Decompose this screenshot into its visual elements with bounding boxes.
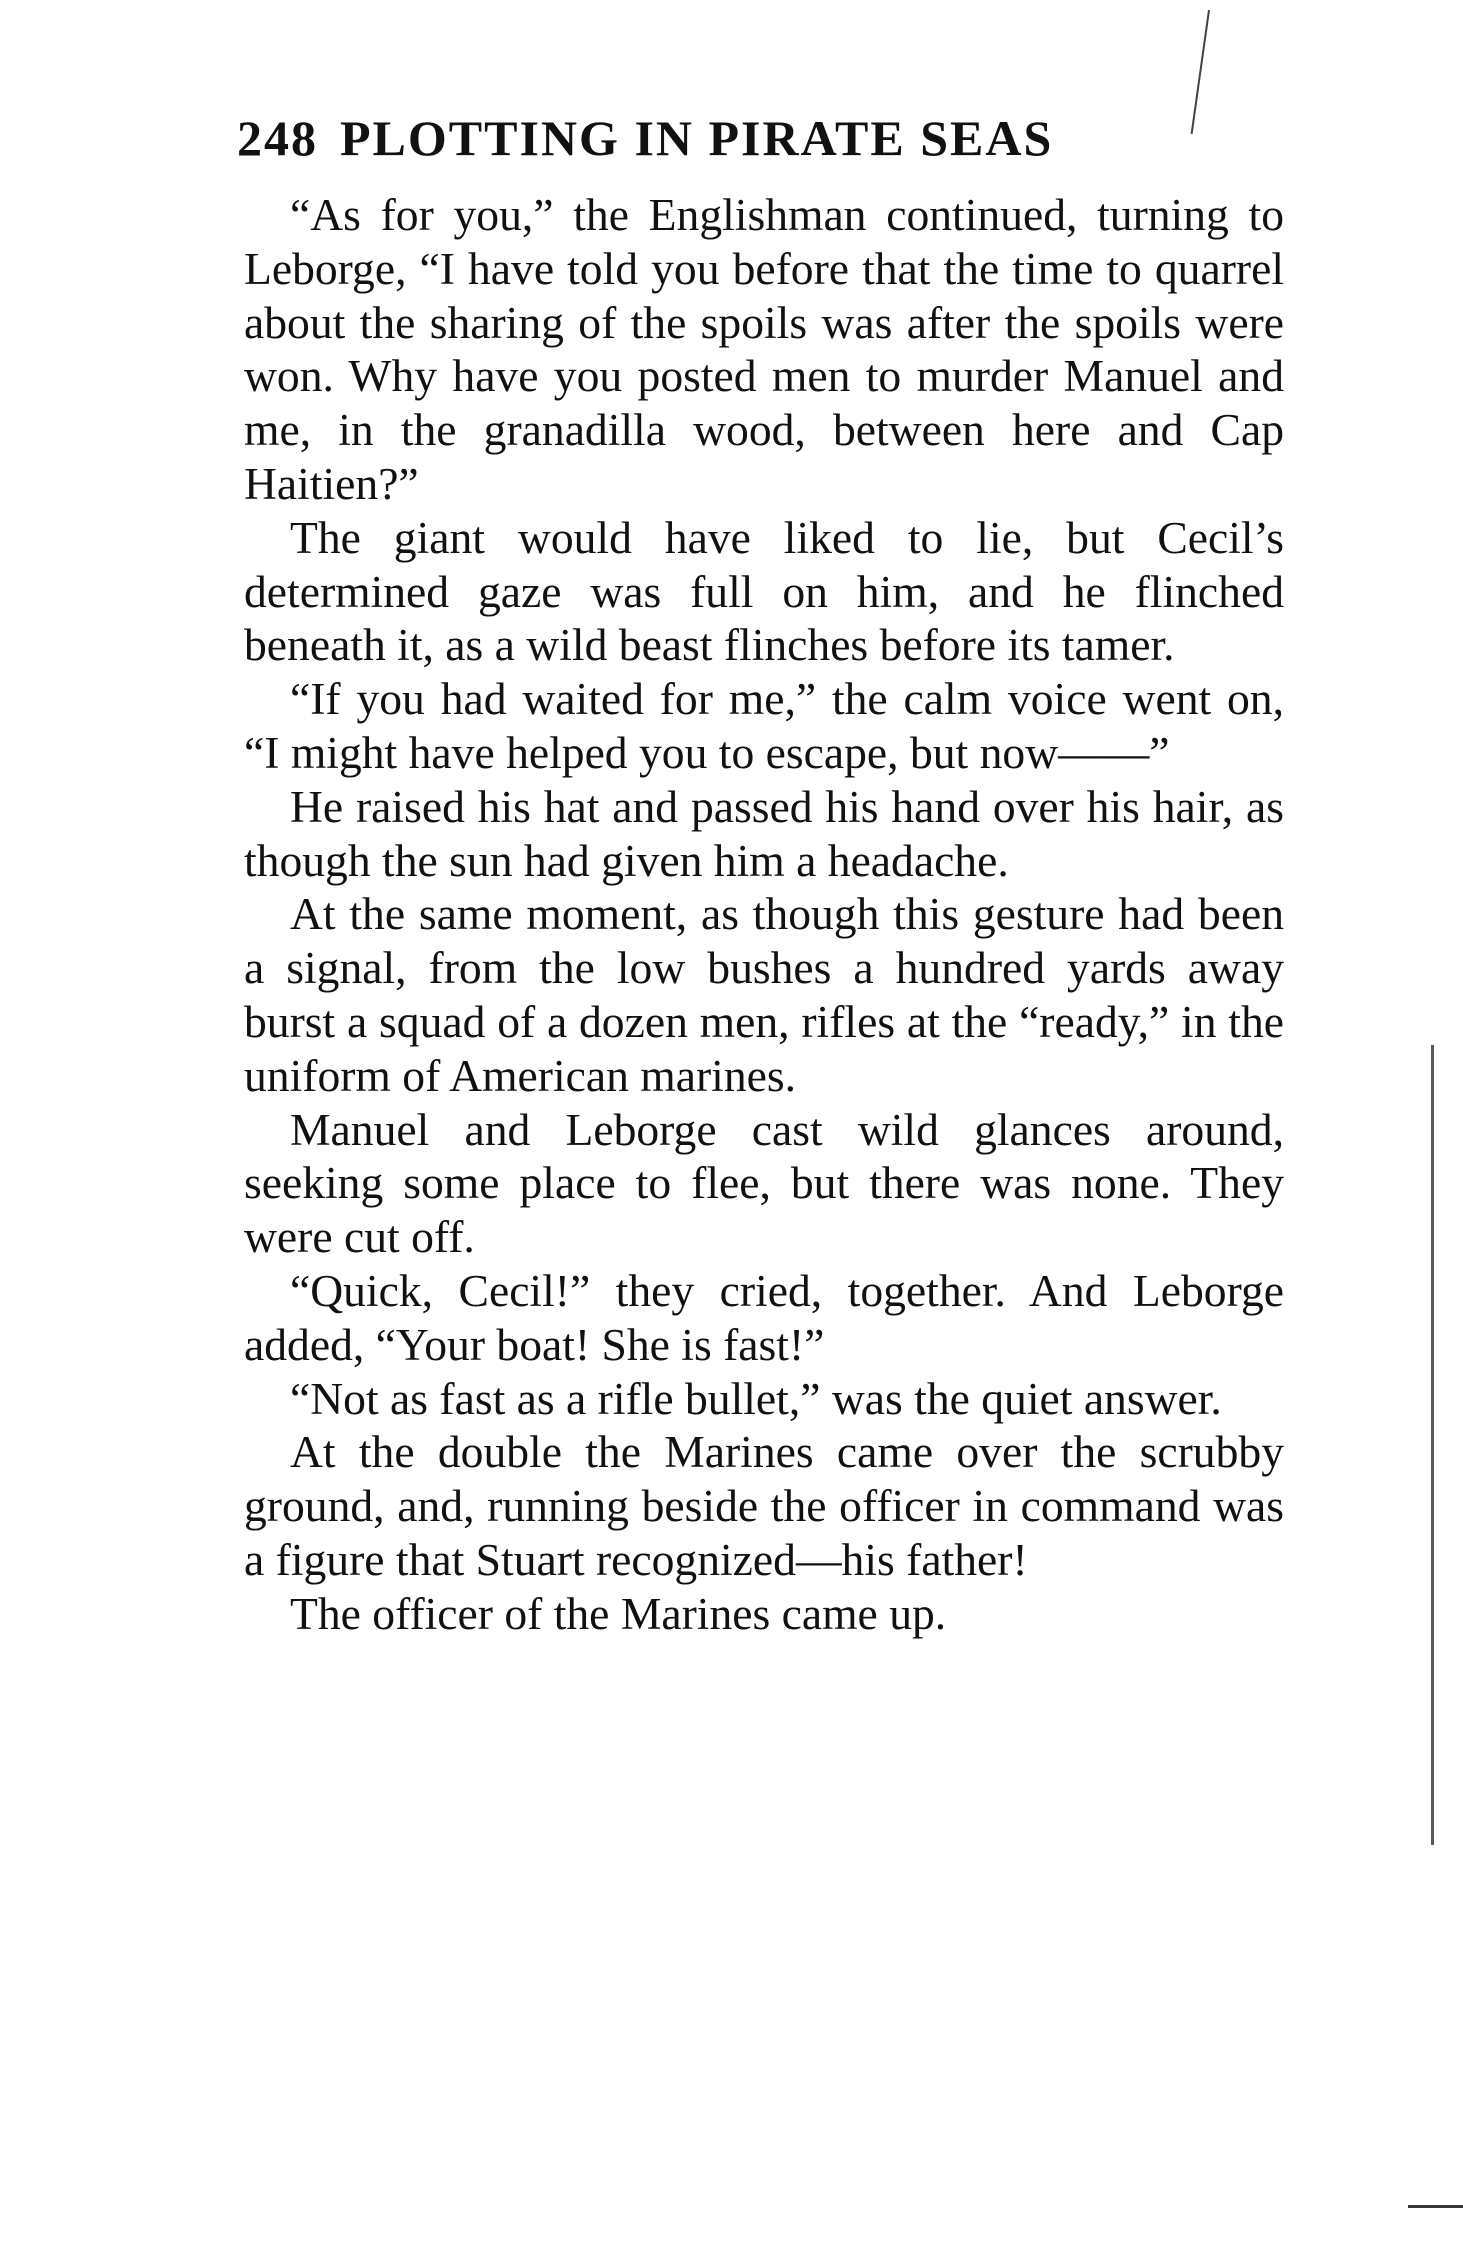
- paragraph: At the double the Marines came over the scrubby ground, and, running beside the officer in command was a figure that Stuart recognized—his father!: [244, 1426, 1284, 1585]
- scan-artifact-dash: [1408, 2205, 1463, 2208]
- paragraph: “Not as fast as a rifle bullet,” was the quiet answer.: [290, 1372, 1222, 1424]
- scan-artifact-edge: [1431, 1045, 1434, 1845]
- page-header: [237, 108, 1277, 168]
- paragraph: Manuel and Leborge cast wild glances around, seeking some place to flee, but there was none. They were cut off.: [244, 1103, 1284, 1263]
- paragraph: At the same moment, as though this gesture had been a signal, from the low bushes a hundred yards away burst a squad of a dozen men, rifles at the “ready,” in the uniform of American marines.: [244, 888, 1284, 1101]
- paragraph: “As for you,” the Englishman continued, turning to Leborge, “I have told you before that the time to quarrel about the sharing of the spoils was after the spoils were won. Why have you posted men to murder Manuel and me, in the granadilla wood, between here and Cap Haitien?”: [244, 189, 1284, 509]
- page-number: 248: [237, 110, 318, 166]
- running-title: PLOTTING IN PIRATE SEAS: [340, 110, 1054, 166]
- paragraph: “Quick, Cecil!” they cried, together. And Leborge added, “Your boat! She is fast!”: [244, 1264, 1284, 1370]
- body-text: [244, 188, 1284, 1641]
- paragraph: The officer of the Marines came up.: [290, 1587, 947, 1639]
- paragraph: “If you had waited for me,” the calm voice went on, “I might have helped you to escape, but now——”: [244, 673, 1284, 778]
- paragraph: The giant would have liked to lie, but Cecil’s determined gaze was full on him, and he flinched beneath it, as a wild beast flinches before its tamer.: [244, 511, 1284, 671]
- paragraph: He raised his hat and passed his hand over his hair, as though the sun had given him a headache.: [244, 780, 1284, 886]
